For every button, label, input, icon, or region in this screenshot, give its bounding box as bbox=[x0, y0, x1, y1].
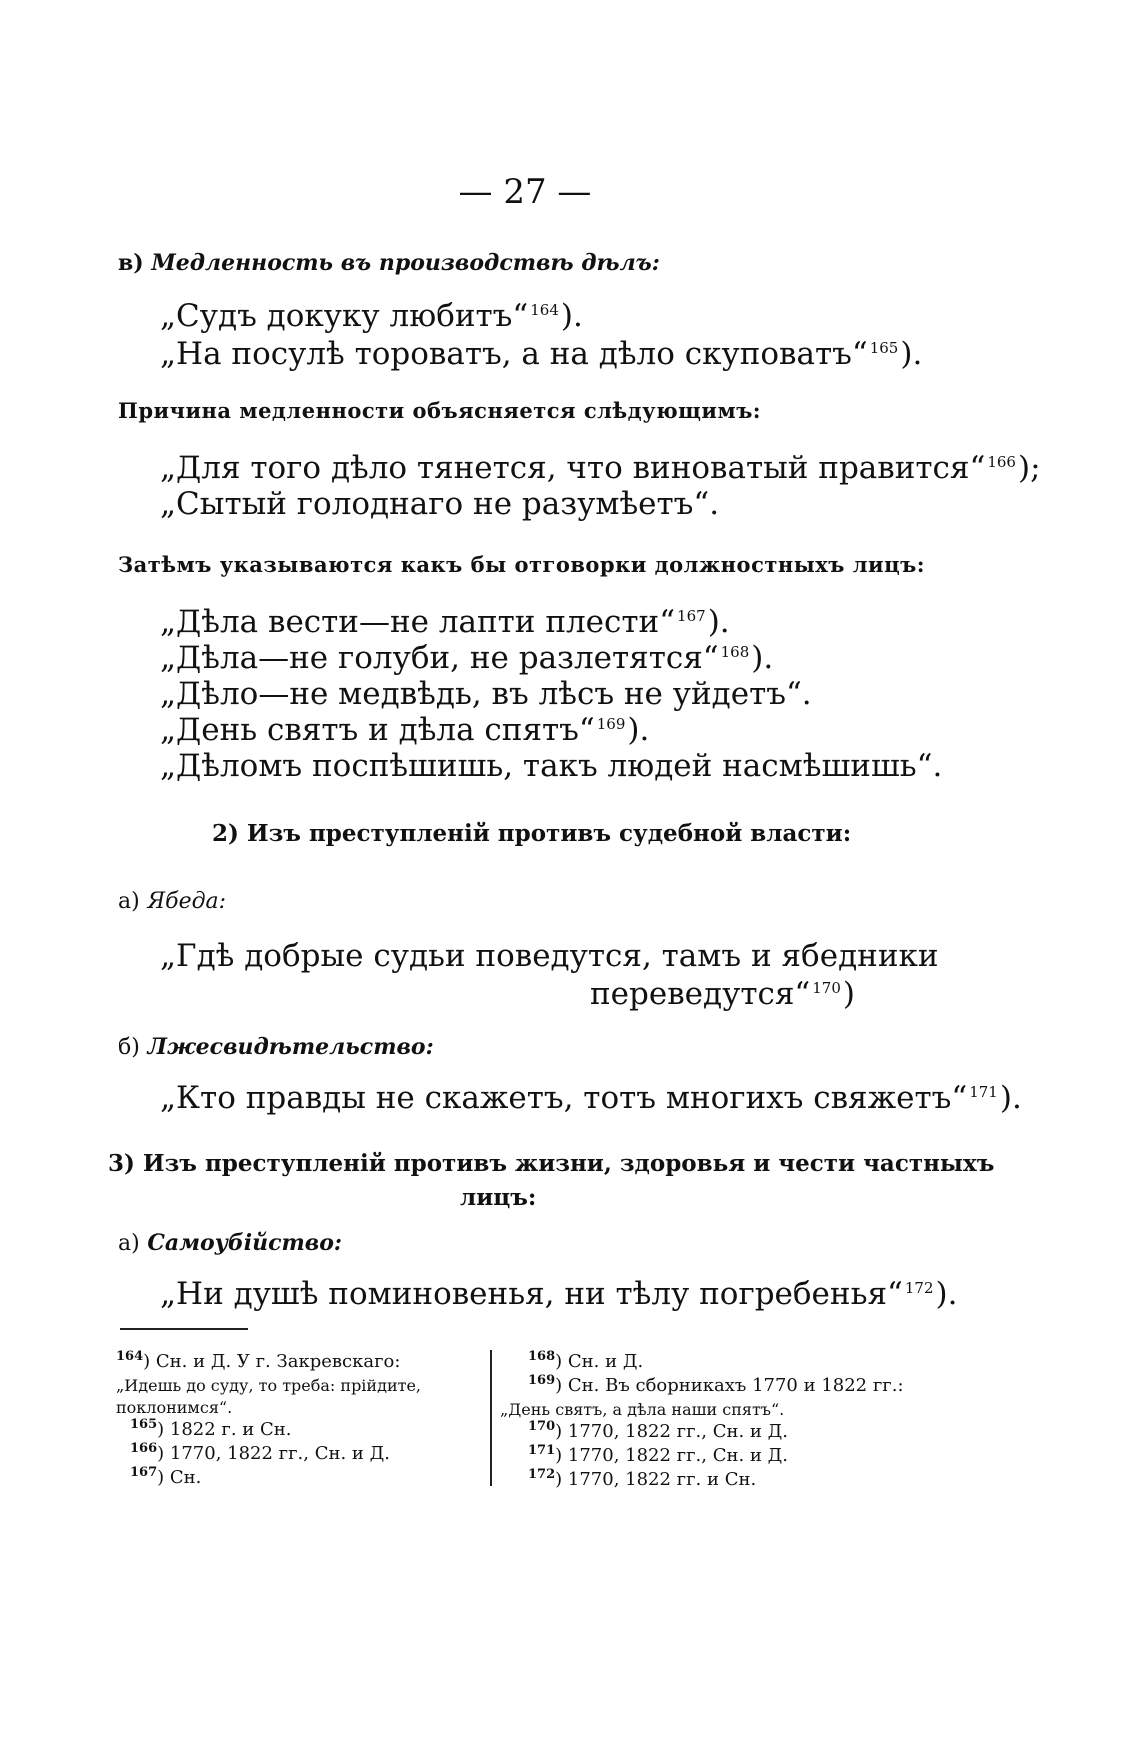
footnote-item: $^{170}$) 1770, 1822 гг., Сн. и Д. bbox=[528, 1419, 788, 1442]
footnote-ref: 169 bbox=[596, 714, 626, 733]
quote-line: „Ни душѣ поминовенья, ни тѣлу погребенья“ $^{172}$). bbox=[160, 1276, 958, 1312]
page-number: — 27 — bbox=[458, 172, 592, 212]
footnote-item: $^{171}$) 1770, 1822 гг., Сн. и Д. bbox=[528, 1443, 788, 1466]
quote-line: переведутся“ $^{170}$) bbox=[590, 976, 855, 1012]
quote-line: „На посулѣ тороватъ, а на дѣло скуповатъ“ $^{165}$). bbox=[160, 336, 923, 372]
sub-a-heading bbox=[118, 888, 226, 914]
excuses-intro: Затѣмъ указываются какъ бы отговорки должностныхъ лицъ: bbox=[118, 552, 925, 577]
quote-line: „Гдѣ добрые судьи поведутся, тамъ и ябедники bbox=[160, 938, 939, 974]
sub-b-marker: б) bbox=[118, 1035, 140, 1060]
footnote-ref: 172 bbox=[904, 1278, 934, 1297]
footnote-item: $^{166}$) 1770, 1822 гг., Сн. и Д. bbox=[130, 1441, 390, 1464]
quote-text: „Судъ докуку любитъ“ bbox=[160, 298, 529, 334]
quote-text: „Дѣломъ поспѣшишь, такъ людей насмѣшишь“. bbox=[160, 748, 943, 784]
sub-a-marker: а) bbox=[118, 889, 140, 914]
footnote-ref: 167 bbox=[677, 606, 706, 625]
quote-line: „День святъ и дѣла спятъ“ $^{169}$). bbox=[160, 712, 650, 748]
quote-line bbox=[160, 486, 719, 522]
footnote-ref: 171 bbox=[969, 1082, 998, 1101]
footnote-item: $^{169}$) Сн. Въ сборникахъ 1770 и 1822 гг.: bbox=[528, 1373, 904, 1396]
section-v-marker: в) bbox=[118, 250, 144, 276]
quote-text: „Ни душѣ поминовенья, ни тѣлу погребенья“ bbox=[160, 1276, 903, 1312]
section-v-title: Медленность въ производствѣ дѣлъ: bbox=[151, 250, 660, 276]
footnote-item: поклонимся“. bbox=[116, 1398, 233, 1417]
quote-line: „Дѣла—не голуби, не разлетятся“ $^{168}$). bbox=[160, 640, 774, 676]
quote-text: „На посулѣ тороватъ, а на дѣло скуповатъ“ bbox=[160, 336, 868, 372]
cause-intro: Причина медленности объясняется слѣдующимъ: bbox=[118, 398, 762, 423]
quote-text: „Дѣла вести—не лапти плести“ bbox=[160, 604, 676, 640]
quote-text: „Кто правды не скажетъ, тотъ многихъ свяжетъ“ bbox=[160, 1080, 968, 1116]
footnote-ref: 166 bbox=[987, 452, 1016, 471]
quote-text: „Сытый голоднаго не разумѣетъ“. bbox=[160, 486, 720, 522]
footnote-item: $^{172}$) 1770, 1822 гг. и Сн. bbox=[528, 1467, 757, 1490]
sub-a3-title: Самоубійство: bbox=[147, 1230, 343, 1256]
quote-text: „Для того дѣло тянется, что виноватый правится“ bbox=[160, 450, 986, 486]
quote-line bbox=[160, 748, 942, 784]
sub-b-title: Лжесвидѣтельство: bbox=[147, 1034, 434, 1060]
footnote-ref: 165 bbox=[869, 338, 899, 357]
footnote-item: $^{165}$) 1822 г. и Сн. bbox=[130, 1417, 292, 1440]
footnote-ref: 168 bbox=[720, 642, 750, 661]
heading-2: 2) Изъ преступленій противъ судебной власти: bbox=[212, 820, 852, 847]
sub-a-title: Ябеда: bbox=[147, 889, 227, 914]
heading-3-line1: 3) Изъ преступленій противъ жизни, здоровья и чести частныхъ bbox=[108, 1150, 995, 1177]
footnote-ref: 170 bbox=[812, 978, 841, 997]
footnote-item: $^{168}$) Сн. и Д. bbox=[528, 1349, 644, 1372]
section-v-heading bbox=[118, 250, 660, 276]
quote-text: переведутся“ bbox=[590, 976, 811, 1012]
quote-line: „Кто правды не скажетъ, тотъ многихъ свяжетъ“ $^{171}$). bbox=[160, 1080, 1022, 1116]
quote-line: „Для того дѣло тянется, что виноватый правится“ $^{166}$); bbox=[160, 450, 1041, 486]
footnote-item: „Идешь до суду, то треба: прійдите, bbox=[116, 1376, 422, 1395]
quote-text: „Дѣло—не медвѣдь, въ лѣсъ не уйдетъ“. bbox=[160, 676, 812, 712]
footnote-item: „День святъ, а дѣла наши спятъ“. bbox=[500, 1400, 785, 1419]
quote-text: „День святъ и дѣла спятъ“ bbox=[160, 712, 595, 748]
footnote-rule bbox=[120, 1328, 248, 1330]
sub-a3-heading bbox=[118, 1230, 342, 1256]
footnote-ref: 164 bbox=[530, 300, 559, 319]
sub-a3-marker: а) bbox=[118, 1231, 140, 1256]
heading-3-line2: лицъ: bbox=[460, 1184, 537, 1211]
quote-line: „Дѣла вести—не лапти плести“ $^{167}$). bbox=[160, 604, 730, 640]
quote-line: „Судъ докуку любитъ“ $^{164}$). bbox=[160, 298, 583, 334]
footnote-column-divider bbox=[490, 1350, 492, 1486]
quote-line bbox=[160, 676, 812, 712]
sub-b-heading bbox=[118, 1034, 434, 1060]
footnote-item: $^{164}$) Сн. и Д. У г. Закревскаго: bbox=[116, 1349, 401, 1372]
quote-text: „Дѣла—не голуби, не разлетятся“ bbox=[160, 640, 719, 676]
footnote-item: $^{167}$) Сн. bbox=[130, 1465, 202, 1488]
